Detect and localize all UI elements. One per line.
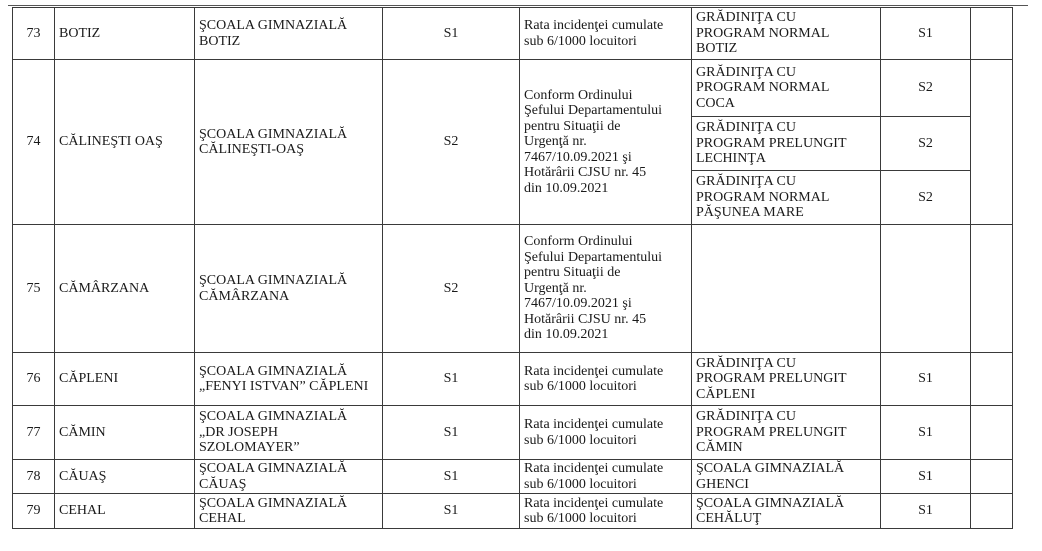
structure-name: ŞCOALA GIMNAZIALĂ CEHĂLUŢ — [692, 494, 881, 529]
structure-name: GRĂDINIŢA CU PROGRAM NORMAL BOTIZ — [692, 8, 881, 60]
scenario-reason: Rata incidenţei cumulate sub 6/1000 locuitori — [520, 353, 692, 406]
table-row — [13, 8, 1013, 60]
locality: CEHAL — [55, 494, 195, 529]
structure-scenario: S1 — [881, 353, 971, 406]
table-row — [13, 225, 1013, 353]
row-number: 76 — [13, 353, 55, 406]
empty-cell — [971, 60, 1013, 225]
structure-name: GRĂDINIŢA CU PROGRAM NORMAL COCA — [692, 60, 881, 117]
table-row — [13, 353, 1013, 406]
school-name: ŞCOALA GIMNAZIALĂ BOTIZ — [195, 8, 383, 60]
row-number: 79 — [13, 494, 55, 529]
row-number: 74 — [13, 60, 55, 225]
structure-scenario: S2 — [881, 117, 971, 171]
structure-scenario: S2 — [881, 60, 971, 117]
row-number: 78 — [13, 460, 55, 494]
empty-cell — [971, 353, 1013, 406]
empty-cell — [971, 406, 1013, 460]
structure-scenario: S1 — [881, 406, 971, 460]
locality: BOTIZ — [55, 8, 195, 60]
structure-name — [692, 225, 881, 353]
school-name: ŞCOALA GIMNAZIALĂ CĂMÂRZANA — [195, 225, 383, 353]
school-scenario: S2 — [383, 225, 520, 353]
structure-scenario: S1 — [881, 460, 971, 494]
row-number: 77 — [13, 406, 55, 460]
scenario-reason: Rata incidenţei cumulate sub 6/1000 locuitori — [520, 406, 692, 460]
scenario-reason: Conform Ordinului Şefului Departamentului pentru Situaţii de Urgenţă nr. 7467/10.09.2021 şi Hotărârii CJSU nr. 45 din 10.09.2021 — [520, 225, 692, 353]
locality: CĂPLENI — [55, 353, 195, 406]
empty-cell — [971, 494, 1013, 529]
table-row — [13, 460, 1013, 494]
locality: CĂLINEŞTI OAŞ — [55, 60, 195, 225]
school-name: ŞCOALA GIMNAZIALĂ CĂLINEŞTI-OAŞ — [195, 60, 383, 225]
school-scenario: S1 — [383, 494, 520, 529]
structure-scenario: S2 — [881, 171, 971, 225]
table-body — [13, 8, 1013, 529]
table-row — [13, 494, 1013, 529]
locality: CĂMÂRZANA — [55, 225, 195, 353]
structure-name: GRĂDINIŢA CU PROGRAM NORMAL PĂŞUNEA MARE — [692, 171, 881, 225]
table-row — [13, 406, 1013, 460]
structure-name: GRĂDINIŢA CU PROGRAM PRELUNGIT LECHINŢA — [692, 117, 881, 171]
empty-cell — [971, 8, 1013, 60]
school-scenario: S1 — [383, 406, 520, 460]
top-rule — [8, 5, 1028, 6]
empty-cell — [971, 225, 1013, 353]
scenario-reason: Rata incidenţei cumulate sub 6/1000 locuitori — [520, 460, 692, 494]
structure-name: GRĂDINIŢA CU PROGRAM PRELUNGIT CĂPLENI — [692, 353, 881, 406]
school-scenario: S1 — [383, 353, 520, 406]
structure-scenario: S1 — [881, 8, 971, 60]
school-scenario: S1 — [383, 8, 520, 60]
structure-name: GRĂDINIŢA CU PROGRAM PRELUNGIT CĂMIN — [692, 406, 881, 460]
row-number: 75 — [13, 225, 55, 353]
empty-cell — [971, 460, 1013, 494]
scenario-table — [12, 7, 1013, 529]
scenario-reason: Rata incidenţei cumulate sub 6/1000 locuitori — [520, 8, 692, 60]
structure-scenario: S1 — [881, 494, 971, 529]
table-row — [13, 60, 1013, 117]
school-name: ŞCOALA GIMNAZIALĂ „FENYI ISTVAN” CĂPLENI — [195, 353, 383, 406]
locality: CĂMIN — [55, 406, 195, 460]
structure-name: ŞCOALA GIMNAZIALĂ GHENCI — [692, 460, 881, 494]
school-name: ŞCOALA GIMNAZIALĂ „DR JOSEPH SZOLOMAYER” — [195, 406, 383, 460]
school-name: ŞCOALA GIMNAZIALĂ CĂUAŞ — [195, 460, 383, 494]
school-scenario: S1 — [383, 460, 520, 494]
row-number: 73 — [13, 8, 55, 60]
school-scenario: S2 — [383, 60, 520, 225]
scenario-reason: Conform Ordinului Şefului Departamentului pentru Situaţii de Urgenţă nr. 7467/10.09.2021 şi Hotărârii CJSU nr. 45 din 10.09.2021 — [520, 60, 692, 225]
structure-scenario — [881, 225, 971, 353]
scenario-reason: Rata incidenţei cumulate sub 6/1000 locuitori — [520, 494, 692, 529]
school-name: ŞCOALA GIMNAZIALĂ CEHAL — [195, 494, 383, 529]
locality: CĂUAŞ — [55, 460, 195, 494]
